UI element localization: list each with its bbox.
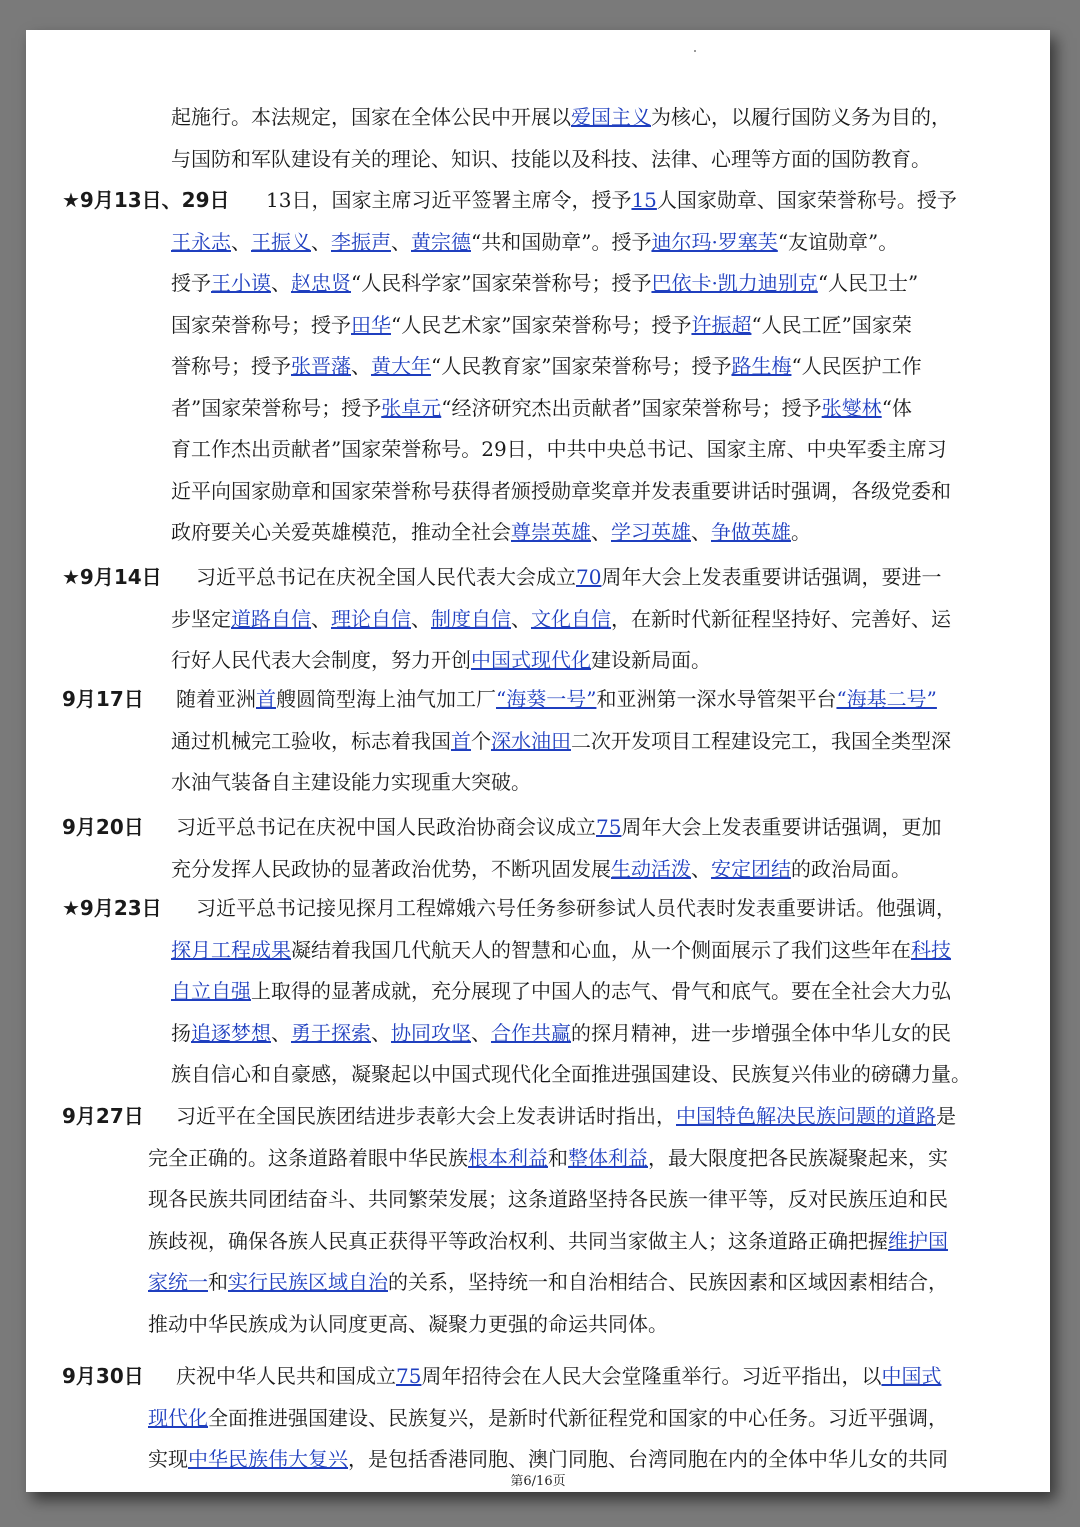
text-segment: “人民工匠”国家荣 <box>751 312 912 337</box>
hyperlink[interactable]: 爱国主义 <box>571 105 651 129</box>
text-line <box>148 1312 668 1336</box>
text-segment: 步坚定 <box>171 606 231 631</box>
text-segment: 周年大会上发表重要讲话强调，要进一 <box>601 565 942 589</box>
hyperlink[interactable]: 道路自信 <box>231 606 311 631</box>
text-segment: 、 <box>691 856 711 881</box>
hyperlink[interactable]: 文化自信 <box>531 606 611 631</box>
text-segment: 、 <box>271 271 291 295</box>
text-segment: 通过机械完工验收，标志着我国 <box>171 728 451 753</box>
text-segment: 、 <box>351 354 371 378</box>
text-line <box>171 979 951 1003</box>
text-segment: 习近平在全国民族团结进步表彰大会上发表讲话时指出， <box>176 1104 676 1128</box>
hyperlink[interactable]: 勇于探索 <box>291 1020 371 1045</box>
text-segment: 国家荣誉称号；授予 <box>171 312 351 337</box>
text-line <box>176 1104 956 1128</box>
text-segment: 个 <box>471 728 491 753</box>
hyperlink[interactable]: 王振义 <box>251 229 311 254</box>
text-segment: ，最大限度把各民族凝聚起来，实 <box>648 1145 948 1170</box>
text-segment: 、 <box>311 606 331 631</box>
hyperlink[interactable]: 15 <box>631 188 657 212</box>
text-segment: 现各民族共同团结奋斗、共同繁荣发展；这条道路坚持各民族一律平等，反对民族压迫和民 <box>148 1187 948 1211</box>
text-segment: 、 <box>471 1020 491 1045</box>
text-line <box>176 1364 941 1388</box>
text-segment: 。 <box>791 520 811 544</box>
text-line <box>171 1021 951 1045</box>
text-line <box>171 396 912 420</box>
text-segment: 的探月精神，进一步增强全体中华儿女的民 <box>571 1020 951 1045</box>
text-segment: 建设新局面。 <box>591 648 711 672</box>
text-segment: 政府要关心关爱英雄模范，推动全社会 <box>171 520 511 544</box>
text-line <box>171 607 951 631</box>
text-segment: 和亚洲第一深水导管架平台 <box>596 687 837 711</box>
text-line <box>148 1406 948 1430</box>
text-segment: 育工作杰出贡献者”国家荣誉称号。29日，中共中央总书记、国家主席、中央军委主席习 <box>171 437 947 461</box>
text-line <box>196 896 956 920</box>
text-segment: 、 <box>231 229 251 254</box>
hyperlink[interactable]: 迪尔玛·罗塞芙 <box>651 229 778 254</box>
text-segment: 凝结着我国几代航天人的智慧和心血，从一个侧面展示了我们这些年在 <box>291 937 911 962</box>
text-segment: 、 <box>691 520 711 544</box>
text-line <box>176 687 937 711</box>
hyperlink[interactable]: 首 <box>256 687 276 711</box>
text-segment: “人民科学家”国家荣誉称号；授予 <box>351 271 652 295</box>
hyperlink[interactable]: 生动活泼 <box>611 856 691 881</box>
text-segment: 和 <box>548 1145 568 1170</box>
hyperlink[interactable]: 70 <box>576 565 602 589</box>
text-segment: 充分发挥人民政协的显著政治优势，不断巩固发展 <box>171 856 611 881</box>
hyperlink[interactable]: “海基二号” <box>836 687 937 711</box>
text-line <box>171 354 922 378</box>
text-segment: 艘圆筒型海上油气加工厂 <box>276 687 496 711</box>
text-line <box>171 729 951 753</box>
hyperlink[interactable]: 整体利益 <box>568 1145 648 1170</box>
hyperlink[interactable]: 王小谟 <box>211 271 271 295</box>
entry-date: 9月20日 <box>62 815 144 839</box>
text-segment: “经济研究杰出贡献者”国家荣誉称号；授予 <box>441 395 822 420</box>
hyperlink[interactable]: 王永志 <box>171 229 231 254</box>
text-segment: 二次开发项目工程建设完工，我国全类型深 <box>571 728 951 753</box>
text-segment: 推动中华民族成为认同度更高、凝聚力更强的命运共同体。 <box>148 1311 668 1336</box>
speck <box>694 50 696 52</box>
text-segment: 族自信心和自豪感，凝聚起以中国式现代化全面推进强国建设、民族复兴伟业的磅礴力量。 <box>171 1062 971 1086</box>
text-segment: 誉称号；授予 <box>171 354 291 378</box>
text-segment: 族歧视，确保各族人民真正获得平等政治权利、共同当家做主人；这条道路正确把握 <box>148 1228 888 1253</box>
text-segment: “人民卫士” <box>817 271 919 295</box>
text-segment: 授予 <box>171 271 211 295</box>
text-segment: 的关系，坚持统一和自治相结合、民族因素和区域因素相结合， <box>388 1270 948 1294</box>
hyperlink[interactable]: 中国特色解决民族问题的道路 <box>676 1104 936 1128</box>
text-line <box>171 479 951 503</box>
hyperlink[interactable]: 深水油田 <box>491 728 571 753</box>
text-segment: 水油气装备自主建设能力实现重大突破。 <box>171 770 531 794</box>
text-line <box>171 938 951 962</box>
hyperlink[interactable]: 田华 <box>351 312 391 337</box>
hyperlink[interactable]: 路生梅 <box>731 354 792 378</box>
text-segment: 、 <box>511 606 531 631</box>
hyperlink[interactable]: 黄宗德 <box>411 229 471 254</box>
hyperlink[interactable]: 学习英雄 <box>611 520 691 544</box>
hyperlink[interactable]: 争做英雄 <box>711 520 791 544</box>
hyperlink[interactable]: 尊崇英雄 <box>511 520 591 544</box>
text-segment: “体 <box>881 395 912 420</box>
entry-date: 9月17日 <box>62 687 144 711</box>
text-line <box>171 271 918 295</box>
text-line <box>171 230 898 254</box>
hyperlink[interactable]: 理论自信 <box>331 606 411 631</box>
text-line <box>171 437 947 461</box>
text-line <box>171 313 912 337</box>
hyperlink[interactable]: 许振超 <box>691 312 752 337</box>
text-segment: 周年招待会在人民大会堂隆重举行。习近平指出，以 <box>421 1364 882 1388</box>
text-segment: 习近平总书记在庆祝全国人民代表大会成立 <box>196 565 576 589</box>
text-segment: 周年大会上发表重要讲话强调，更加 <box>621 815 942 839</box>
hyperlink[interactable]: 现代化 <box>148 1405 208 1430</box>
text-line <box>148 1229 948 1253</box>
document-page <box>26 30 1050 1492</box>
text-line <box>171 648 711 672</box>
text-segment: 是 <box>936 1104 956 1128</box>
text-segment: 习近平总书记接见探月工程嫦娥六号任务参研参试人员代表时发表重要讲话。他强调， <box>196 896 956 920</box>
text-line <box>171 105 951 129</box>
text-segment: 近平向国家勋章和国家荣誉称号获得者颁授勋章奖章并发表重要讲话时强调，各级党委和 <box>171 478 951 503</box>
text-segment: 人国家勋章、国家荣誉称号。授予 <box>656 188 957 212</box>
text-line <box>148 1146 948 1170</box>
entry-date: ★9月23日 <box>62 896 162 920</box>
text-line <box>148 1187 948 1211</box>
text-segment: ，是包括香港同胞、澳门同胞、台湾同胞在内的全体中华儿女的共同 <box>348 1447 948 1471</box>
entry-date: ★9月14日 <box>62 565 162 589</box>
text-line <box>148 1270 948 1294</box>
entry-date: 9月30日 <box>62 1364 144 1388</box>
hyperlink[interactable]: 李振声 <box>331 229 391 254</box>
text-segment: 的政治局面。 <box>791 856 911 881</box>
hyperlink[interactable]: 实行民族区域自治 <box>228 1270 388 1294</box>
hyperlink[interactable]: 追逐梦想 <box>191 1020 271 1045</box>
text-line <box>176 815 941 839</box>
text-segment: 行好人民代表大会制度，努力开创 <box>171 648 471 672</box>
text-segment: 、 <box>391 229 411 254</box>
hyperlink[interactable]: 家统一 <box>148 1270 208 1294</box>
page-footer: 第6/16页 <box>510 1474 566 1489</box>
text-segment: 与国防和军队建设有关的理论、知识、技能以及科技、法律、心理等方面的国防教育。 <box>171 146 931 171</box>
hyperlink[interactable]: “海葵一号” <box>496 687 597 711</box>
text-line <box>171 147 931 171</box>
hyperlink[interactable]: 协同攻坚 <box>391 1020 471 1045</box>
text-segment: 为核心，以履行国防义务为目的， <box>651 105 951 129</box>
text-segment: 、 <box>411 606 431 631</box>
hyperlink[interactable]: 张晋藩 <box>291 354 351 378</box>
entry-date: ★9月13日、29日 <box>62 188 230 212</box>
hyperlink[interactable]: 科技 <box>911 937 951 962</box>
text-segment: “友谊勋章”。 <box>777 229 899 254</box>
hyperlink[interactable]: 维护国 <box>888 1228 948 1253</box>
hyperlink[interactable]: 制度自信 <box>431 606 511 631</box>
hyperlink[interactable]: 巴依卡·凯力迪别克 <box>651 271 818 295</box>
text-segment: 和 <box>208 1270 228 1294</box>
hyperlink[interactable]: 75 <box>596 815 622 839</box>
text-segment: 、 <box>591 520 611 544</box>
text-segment: 随着亚洲 <box>176 687 256 711</box>
text-segment: “人民艺术家”国家荣誉称号；授予 <box>391 312 692 337</box>
hyperlink[interactable]: 75 <box>396 1364 422 1388</box>
text-segment: 习近平总书记在庆祝中国人民政治协商会议成立 <box>176 815 596 839</box>
hyperlink[interactable]: 合作共赢 <box>491 1020 571 1045</box>
hyperlink[interactable]: 张燮林 <box>821 395 882 420</box>
text-segment: 扬 <box>171 1020 191 1045</box>
text-line <box>266 188 957 212</box>
text-line <box>171 1062 971 1086</box>
text-segment: 起施行。本法规定，国家在全体公民中开展以 <box>171 105 571 129</box>
text-segment: 实现 <box>148 1447 188 1471</box>
text-line <box>171 520 811 544</box>
hyperlink[interactable]: 中国式现代化 <box>471 648 591 672</box>
hyperlink[interactable]: 黄大年 <box>371 354 431 378</box>
hyperlink[interactable]: 中华民族伟大复兴 <box>188 1447 348 1471</box>
hyperlink[interactable]: 张卓元 <box>381 395 442 420</box>
text-segment: 、 <box>311 229 331 254</box>
hyperlink[interactable]: 赵忠贤 <box>291 271 351 295</box>
text-segment: 庆祝中华人民共和国成立 <box>176 1364 396 1388</box>
text-segment: 全面推进强国建设、民族复兴，是新时代新征程党和国家的中心任务。习近平强调， <box>208 1405 948 1430</box>
text-segment: “人民教育家”国家荣誉称号；授予 <box>431 354 732 378</box>
hyperlink[interactable]: 根本利益 <box>468 1145 548 1170</box>
text-segment: 上取得的显著成就，充分展现了中国人的志气、骨气和底气。要在全社会大力弘 <box>251 979 951 1003</box>
hyperlink[interactable]: 首 <box>451 728 471 753</box>
text-segment: 完全正确的。这条道路着眼中华民族 <box>148 1145 468 1170</box>
text-line <box>171 770 531 794</box>
text-segment: 、 <box>371 1020 391 1045</box>
text-segment: “人民医护工作 <box>791 354 922 378</box>
text-segment: ，在新时代新征程坚持好、完善好、运 <box>611 606 951 631</box>
text-line <box>171 857 911 881</box>
hyperlink[interactable]: 中国式 <box>881 1364 942 1388</box>
text-segment: 者”国家荣誉称号；授予 <box>171 395 382 420</box>
text-line <box>196 565 941 589</box>
hyperlink[interactable]: 自立自强 <box>171 979 251 1003</box>
hyperlink[interactable]: 安定团结 <box>711 856 791 881</box>
entry-date: 9月27日 <box>62 1104 144 1128</box>
text-segment: 、 <box>271 1020 291 1045</box>
hyperlink[interactable]: 探月工程成果 <box>171 937 291 962</box>
text-line <box>148 1447 948 1471</box>
text-segment: 13日，国家主席习近平签署主席令，授予 <box>266 188 632 212</box>
text-segment: “共和国勋章”。授予 <box>471 229 652 254</box>
